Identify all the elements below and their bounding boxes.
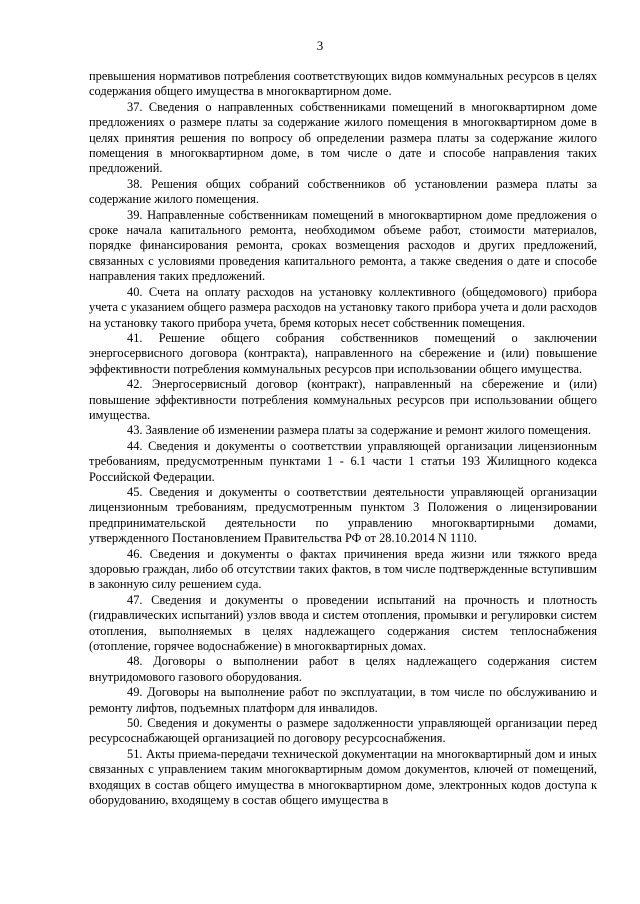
- paragraph-item-38: 38. Решения общих собраний собственников об установлении размера платы за содержание жилого помещения.: [89, 176, 597, 207]
- document-body: [89, 69, 597, 809]
- paragraph-item-39: 39. Направленные собственникам помещений в многоквартирном доме предложения о сроке начала капитального ремонта, необходимом объеме работ, стоимости материалов, порядке финансирования ремонта, сроках возмещения расходов и других предложений, связанных с условиями проведения капитального ремонта, а также сведения о дате и способе направления таких предложений.: [89, 207, 597, 284]
- paragraph-item-41: 41. Решение общего собрания собственников помещений о заключении энергосервисного договора (контракта), направленного на сбережение и (или) повышение эффективности потребления коммунальных ресурсов при использовании общего имущества.: [89, 330, 597, 376]
- paragraph-item-44: 44. Сведения и документы о соответствии управляющей организации лицензионным требованиям, предусмотренным пунктами 1 - 6.1 части 1 статьи 193 Жилищного кодекса Российской Федерации.: [89, 438, 597, 484]
- paragraph-item-49: 49. Договоры на выполнение работ по эксплуатации, в том числе по обслуживанию и ремонту лифтов, подъемных платформ для инвалидов.: [89, 685, 597, 715]
- paragraph-item-45: 45. Сведения и документы о соответствии деятельности управляющей организации лицензионным требованиям, предусмотренным пунктом 3 Положения о лицензировании предпринимательской деятельности по управлению многоквартирными домами, утвержденного Постановлением Правительства РФ от 28.10.2014 N 1110.: [89, 484, 597, 546]
- paragraph-item-51: 51. Акты приема-передачи технической документации на многоквартирный дом и иных связанных с управлением таким многоквартирным домом документов, ключей от помещений, входящих в состав общего имущества в многоквартирном доме, электронных кодов доступа к оборудованию, входящему в состав общего имущества в: [89, 746, 597, 808]
- paragraph-continuation: превышения нормативов потребления соответствующих видов коммунальных ресурсов в целях содержания общего имущества в многоквартирном доме.: [89, 69, 597, 99]
- page-number: 3: [316, 38, 324, 53]
- paragraph-item-42: 42. Энергосервисный договор (контракт), направленный на сбережение и (или) повышение эффективности потребления коммунальных ресурсов при использовании общего имущества.: [89, 377, 597, 422]
- paragraph-item-40: 40. Счета на оплату расходов на установку коллективного (общедомового) прибора учета с указанием общего размера расходов на установку такого прибора учета и доли расходов на установку такого прибора учета, бремя которых несет собственник помещения.: [89, 284, 597, 330]
- paragraph-item-43: 43. Заявление об изменении размера платы за содержание и ремонт жилого помещения.: [127, 423, 592, 438]
- paragraph-item-48: 48. Договоры о выполнении работ в целях надлежащего содержания систем внутридомового газового оборудования.: [89, 654, 597, 684]
- paragraph-item-46: 46. Сведения и документы о фактах причинения вреда жизни или тяжкого вреда здоровью граждан, либо об отсутствии таких фактов, в том числе подтвержденные вступившим в законную силу решением суда.: [89, 546, 597, 592]
- paragraph-item-47: 47. Сведения и документы о проведении испытаний на прочность и плотность (гидравлических испытаний) узлов ввода и систем отопления, промывки и регулировки систем отопления, выполняемых в целях надлежащего содержания систем теплоснабжения (отопление, горячее водоснабжение) в многоквартирных домах.: [89, 592, 597, 654]
- paragraph-item-37: 37. Сведения о направленных собственниками помещений в многоквартирном доме предложениях о размере платы за содержание жилого помещения в многоквартирном доме в целях принятия решения по вопросу об определении размера платы за содержание жилого помещения в многоквартирном доме, в том числе о дате и способе направления таких предложений.: [89, 99, 597, 176]
- paragraph-item-50: 50. Сведения и документы о размере задолженности управляющей организации перед ресурсоснабжающей организацией по договору ресурсоснабжения.: [89, 716, 597, 746]
